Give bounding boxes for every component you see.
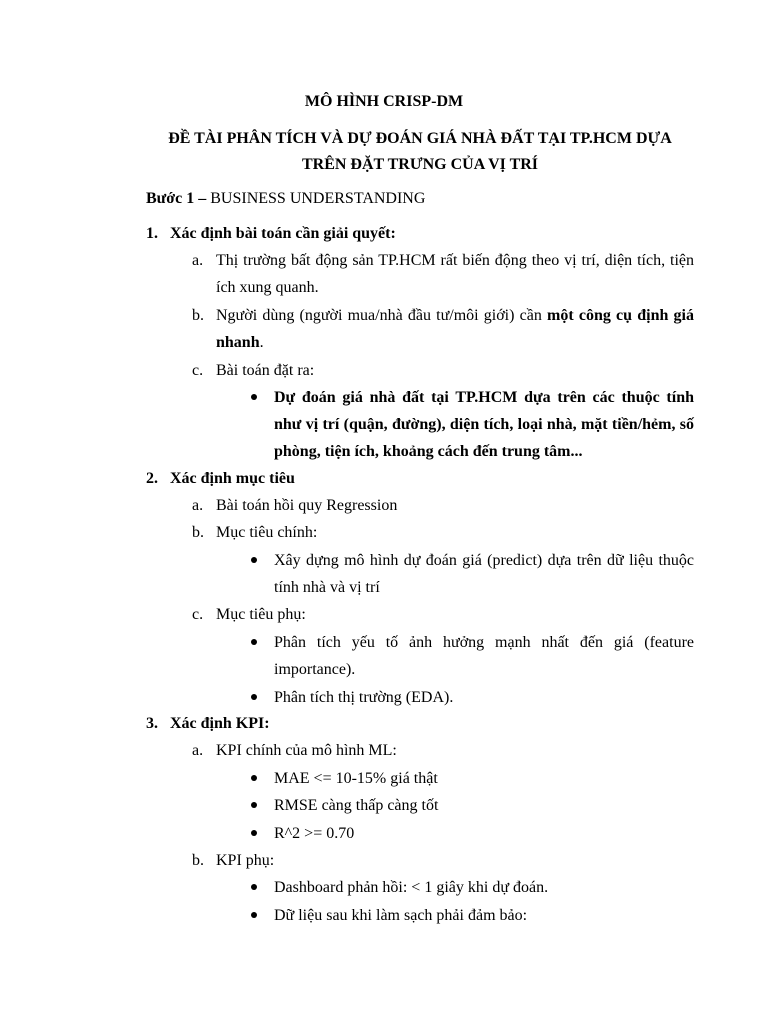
step-heading	[146, 188, 425, 210]
bullet-icon	[251, 912, 257, 918]
section-2-title: Xác định mục tiêu	[170, 470, 295, 487]
s2-c-marker: c.	[192, 606, 204, 623]
s3-a-marker: a.	[192, 742, 204, 759]
s2-a-marker: a.	[192, 497, 204, 514]
bullet-icon	[251, 775, 257, 781]
s1-b-text-before: Người dùng (người mua/nhà đầu tư/môi giới) cần	[216, 307, 548, 324]
section-3-title: Xác định KPI:	[170, 715, 270, 732]
document-subtitle: ĐỀ TÀI PHÂN TÍCH VÀ DỰ ĐOÁN GIÁ NHÀ ĐẤT TẠI TP.HCM DỰA TRÊN ĐẶT TRƯNG CỦA VỊ TRÍ	[168, 130, 672, 173]
s2-b-bullet: Xây dựng mô hình dự đoán giá (predict) dựa trên dữ liệu thuộc tính nhà và vị trí	[274, 552, 694, 596]
bullet-icon	[251, 830, 257, 836]
step-name: BUSINESS UNDERSTANDING	[210, 190, 426, 207]
s1-c-bullet: Dự đoán giá nhà đất tại TP.HCM dựa trên các thuộc tính như vị trí (quận, đường), diện tích, loại nhà, mặt tiền/hẻm, số phòng, tiện ích, khoảng cách đến trung tâm...	[274, 389, 694, 460]
bullet-icon	[251, 694, 257, 700]
s2-c-bullet-1: Phân tích yếu tố ảnh hưởng mạnh nhất đến giá (feature importance).	[274, 634, 694, 678]
s1-a-text: Thị trường bất động sản TP.HCM rất biến động theo vị trí, diện tích, tiện ích xung quanh.	[216, 252, 694, 296]
s3-b-marker: b.	[192, 852, 204, 869]
s3-b-bullet-2: Dữ liệu sau khi làm sạch phải đảm bảo:	[274, 907, 528, 924]
s3-a-bullet-1: MAE <= 10-15% giá thật	[274, 770, 438, 787]
section-2-number: 2.	[146, 470, 158, 487]
section-1-title: Xác định bài toán cần giải quyết:	[170, 225, 396, 242]
s2-b-marker: b.	[192, 524, 204, 541]
s3-b-bullet-1: Dashboard phản hồi: < 1 giây khi dự đoán.	[274, 879, 549, 896]
s3-b-text: KPI phụ:	[216, 852, 275, 869]
section-1-number: 1.	[146, 225, 158, 242]
s2-c-bullet-2: Phân tích thị trường (EDA).	[274, 689, 454, 706]
bullet-icon	[251, 639, 257, 645]
s1-c-marker: c.	[192, 362, 204, 379]
step-label: Bước 1 –	[146, 190, 211, 207]
s3-a-bullet-2: RMSE càng thấp càng tốt	[274, 797, 439, 814]
s1-b-text	[216, 302, 694, 356]
s1-c-text: Bài toán đặt ra:	[216, 362, 315, 379]
bullet-icon	[251, 394, 257, 400]
bullet-icon	[251, 884, 257, 890]
section-3-number: 3.	[146, 715, 158, 732]
bullet-icon	[251, 557, 257, 563]
s3-a-bullet-3: R^2 >= 0.70	[274, 825, 355, 842]
document-title: MÔ HÌNH CRISP-DM	[304, 93, 464, 110]
s2-b-text: Mục tiêu chính:	[216, 524, 318, 541]
s2-c-text: Mục tiêu phụ:	[216, 606, 306, 623]
s1-a-marker: a.	[192, 252, 204, 269]
s2-a-text: Bài toán hồi quy Regression	[216, 497, 398, 514]
bullet-icon	[251, 802, 257, 808]
s1-b-marker: b.	[192, 307, 204, 324]
s1-b-text-bold: một công cụ định giá nhanh	[216, 307, 694, 351]
s1-b-text-after: .	[259, 334, 264, 351]
s3-a-text: KPI chính của mô hình ML:	[216, 742, 397, 759]
